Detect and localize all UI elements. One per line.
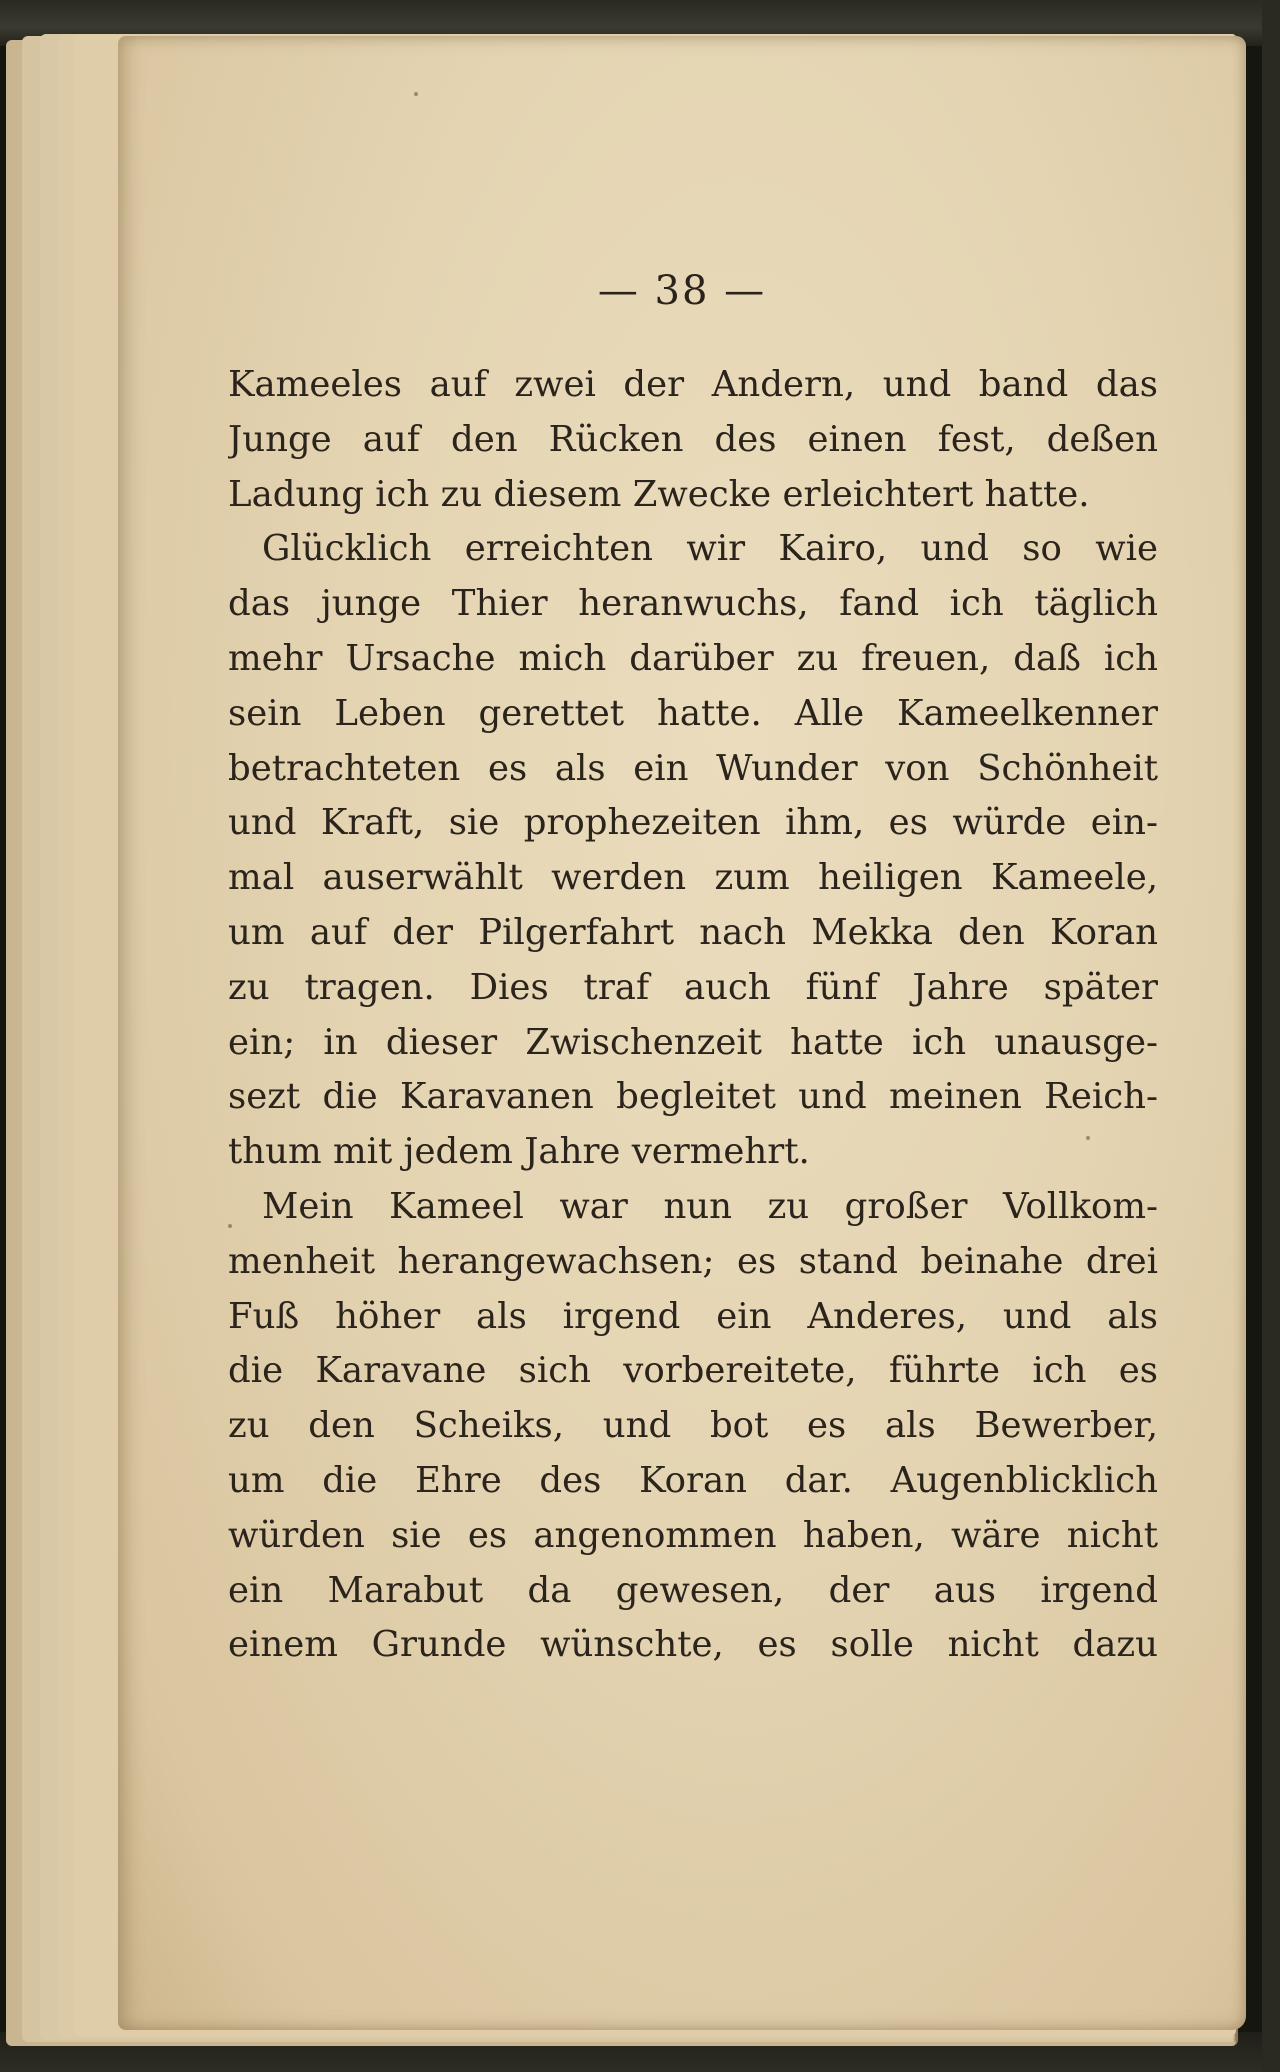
text-line: Mein Kameel war nun zu großer Vollkom- xyxy=(262,1185,1158,1227)
book-cover-right xyxy=(1262,0,1280,2072)
text-line: mal auserwählt werden zum heiligen Kameele, xyxy=(228,857,1158,899)
text-line: thum mit jedem Jahre vermehrt. xyxy=(228,1131,810,1173)
text-line: würden sie es angenommen haben, wäre nicht xyxy=(228,1514,1158,1556)
text-line: und Kraft, sie prophezeiten ihm, es würde ein- xyxy=(228,802,1158,844)
text-line: sein Leben gerettet hatte. Alle Kameelkenner xyxy=(228,692,1158,734)
paper-speck xyxy=(414,92,418,96)
text-line: ein Marabut da gewesen, der aus irgend xyxy=(228,1569,1158,1611)
text-line: Junge auf den Rücken des einen fest, deßen xyxy=(228,418,1158,460)
text-line: einem Grunde wünschte, es solle nicht dazu xyxy=(228,1624,1158,1666)
text-line: menheit herangewachsen; es stand beinahe drei xyxy=(228,1240,1158,1282)
text-line: um auf der Pilgerfahrt nach Mekka den Koran xyxy=(228,911,1158,953)
body-text xyxy=(228,358,1158,1673)
text-line: die Karavane sich vorbereitete, führte ich es xyxy=(228,1350,1158,1392)
text-line: ein; in dieser Zwischenzeit hatte ich unausge- xyxy=(228,1021,1158,1063)
text-line: Kameeles auf zwei der Andern, und band das xyxy=(228,364,1158,405)
text-line: zu tragen. Dies traf auch fünf Jahre später xyxy=(228,966,1158,1008)
text-line: Ladung ich zu diesem Zwecke erleichtert hatte. xyxy=(228,473,1090,515)
text-line: mehr Ursache mich darüber zu freuen, daß ich xyxy=(228,637,1158,679)
text-line: betrachteten es als ein Wunder von Schönheit xyxy=(228,747,1158,789)
page-number: — 38 — xyxy=(597,268,767,314)
text-line: sezt die Karavanen begleitet und meinen Reich- xyxy=(228,1076,1158,1118)
text-line: zu den Scheiks, und bot es als Bewerber, xyxy=(228,1405,1158,1447)
text-line: das junge Thier heranwuchs, fand ich täglich xyxy=(228,583,1158,625)
text-line: Glücklich erreichten wir Kairo, und so wie xyxy=(262,528,1158,570)
text-line: um die Ehre des Koran dar. Augenblicklich xyxy=(228,1459,1158,1501)
text-line: Fuß höher als irgend ein Anderes, und als xyxy=(228,1295,1158,1337)
